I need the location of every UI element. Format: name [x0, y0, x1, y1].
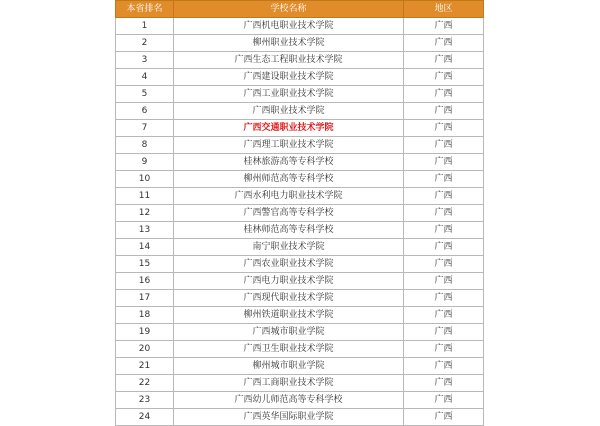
rank-cell: 9 [116, 154, 174, 171]
school-name-cell: 柳州师范高等专科学校 [174, 171, 404, 188]
school-name-cell: 柳州铁道职业技术学院 [174, 307, 404, 324]
region-cell: 广西 [404, 409, 484, 426]
region-cell: 广西 [404, 290, 484, 307]
table-row [116, 86, 484, 103]
region-cell: 广西 [404, 273, 484, 290]
rank-cell: 12 [116, 205, 174, 222]
table-row [116, 290, 484, 307]
rank-cell: 17 [116, 290, 174, 307]
school-name-cell: 广西生态工程职业技术学院 [174, 52, 404, 69]
school-name-cell: 柳州城市职业学院 [174, 358, 404, 375]
region-cell: 广西 [404, 256, 484, 273]
header-row [116, 1, 484, 18]
school-name-cell: 柳州职业技术学院 [174, 35, 404, 52]
header-rank: 本省排名 [116, 1, 174, 18]
table-row [116, 341, 484, 358]
region-cell: 广西 [404, 392, 484, 409]
region-cell: 广西 [404, 239, 484, 256]
rank-cell: 11 [116, 188, 174, 205]
school-name-cell: 广西工业职业技术学院 [174, 86, 404, 103]
region-cell: 广西 [404, 375, 484, 392]
school-name-cell: 广西现代职业技术学院 [174, 290, 404, 307]
ranking-table-container [115, 0, 483, 422]
region-cell: 广西 [404, 205, 484, 222]
school-name-cell: 广西警官高等专科学校 [174, 205, 404, 222]
school-name-cell: 广西职业技术学院 [174, 103, 404, 120]
region-cell: 广西 [404, 358, 484, 375]
school-name-cell: 广西工商职业技术学院 [174, 375, 404, 392]
table-row [116, 18, 484, 35]
school-name-cell: 广西农业职业技术学院 [174, 256, 404, 273]
rank-cell: 3 [116, 52, 174, 69]
school-name-cell: 桂林旅游高等专科学校 [174, 154, 404, 171]
school-name-cell: 广西水利电力职业技术学院 [174, 188, 404, 205]
rank-cell: 14 [116, 239, 174, 256]
rank-cell: 1 [116, 18, 174, 35]
region-cell: 广西 [404, 341, 484, 358]
school-name-cell: 广西幼儿师范高等专科学校 [174, 392, 404, 409]
rank-cell: 15 [116, 256, 174, 273]
rank-cell: 19 [116, 324, 174, 341]
header-region: 地区 [404, 1, 484, 18]
table-row [116, 375, 484, 392]
region-cell: 广西 [404, 18, 484, 35]
table-row [116, 35, 484, 52]
table-row [116, 358, 484, 375]
rank-cell: 5 [116, 86, 174, 103]
region-cell: 广西 [404, 52, 484, 69]
rank-cell: 7 [116, 120, 174, 137]
region-cell: 广西 [404, 120, 484, 137]
school-name-cell: 桂林师范高等专科学校 [174, 222, 404, 239]
table-row [116, 409, 484, 426]
table-row [116, 392, 484, 409]
region-cell: 广西 [404, 171, 484, 188]
rank-cell: 24 [116, 409, 174, 426]
rank-cell: 13 [116, 222, 174, 239]
school-name-cell: 广西英华国际职业学院 [174, 409, 404, 426]
school-name-cell: 南宁职业技术学院 [174, 239, 404, 256]
rank-cell: 6 [116, 103, 174, 120]
header-school-name: 学校名称 [174, 1, 404, 18]
table-row [116, 103, 484, 120]
rank-cell: 18 [116, 307, 174, 324]
rank-cell: 4 [116, 69, 174, 86]
rank-cell: 2 [116, 35, 174, 52]
rank-cell: 8 [116, 137, 174, 154]
rank-cell: 21 [116, 358, 174, 375]
region-cell: 广西 [404, 103, 484, 120]
region-cell: 广西 [404, 35, 484, 52]
table-row [116, 120, 484, 137]
rank-cell: 22 [116, 375, 174, 392]
table-row [116, 154, 484, 171]
table-row [116, 222, 484, 239]
region-cell: 广西 [404, 86, 484, 103]
school-name-cell: 广西卫生职业技术学院 [174, 341, 404, 358]
table-row [116, 52, 484, 69]
table-row [116, 324, 484, 341]
rank-cell: 23 [116, 392, 174, 409]
region-cell: 广西 [404, 307, 484, 324]
school-name-cell: 广西建设职业技术学院 [174, 69, 404, 86]
table-row [116, 205, 484, 222]
table-header [116, 1, 484, 18]
table-row [116, 188, 484, 205]
school-name-cell: 广西机电职业技术学院 [174, 18, 404, 35]
school-name-cell: 广西理工职业技术学院 [174, 137, 404, 154]
table-row [116, 171, 484, 188]
table-row [116, 137, 484, 154]
rank-cell: 20 [116, 341, 174, 358]
table-row [116, 307, 484, 324]
rank-cell: 16 [116, 273, 174, 290]
region-cell: 广西 [404, 137, 484, 154]
region-cell: 广西 [404, 324, 484, 341]
rank-cell: 10 [116, 171, 174, 188]
table-row [116, 273, 484, 290]
table-body [116, 18, 484, 426]
table-row [116, 69, 484, 86]
region-cell: 广西 [404, 188, 484, 205]
region-cell: 广西 [404, 154, 484, 171]
school-name-cell: 广西城市职业学院 [174, 324, 404, 341]
school-name-cell: 广西电力职业技术学院 [174, 273, 404, 290]
school-name-cell: 广西交通职业技术学院 [174, 120, 404, 137]
table-row [116, 239, 484, 256]
region-cell: 广西 [404, 222, 484, 239]
ranking-table [115, 0, 484, 426]
region-cell: 广西 [404, 69, 484, 86]
table-row [116, 256, 484, 273]
